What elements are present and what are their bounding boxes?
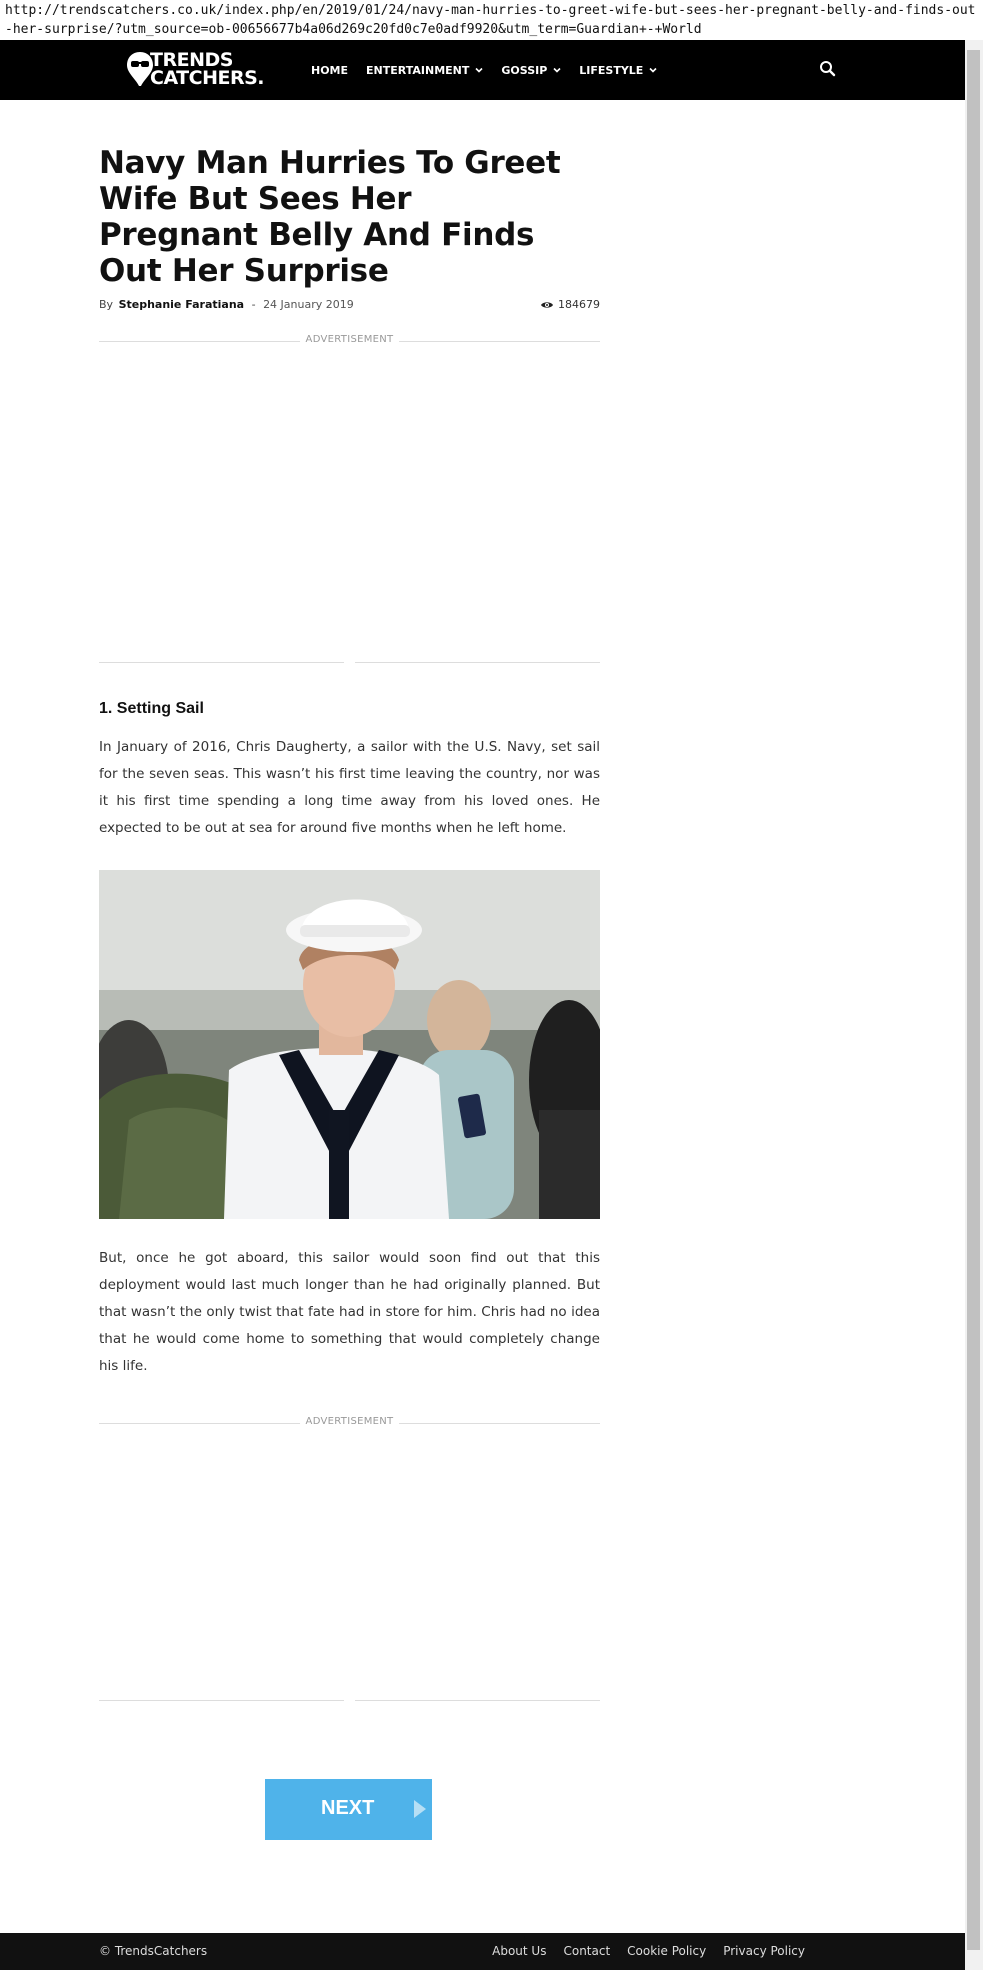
- footer-link-cookie-policy[interactable]: Cookie Policy: [627, 1944, 707, 1958]
- footer-link-about[interactable]: About Us: [492, 1944, 547, 1958]
- play-arrow-icon: [413, 1799, 427, 1819]
- article-meta: [99, 298, 600, 314]
- page-scrollbar[interactable]: [965, 40, 983, 1970]
- advertisement-divider-2: [99, 1416, 600, 1430]
- nav-item-label: HOME: [311, 63, 349, 77]
- footer-links: [475, 1944, 805, 1958]
- meta-separator: -: [251, 298, 256, 311]
- nav-item-label: GOSSIP: [501, 63, 548, 77]
- address-bar[interactable]: http://trendscatchers.co.uk/index.php/en/2019/01/24/navy-man-hurries-to-greet-wife-but-sees-her-pregnant-belly-and-finds-out-her-surprise/?utm_source=ob-00656677b4a06d269c20fd0c7e0adf9920&utm_term=Guardian+-+World: [0, 0, 983, 40]
- advertisement-slot-2: [99, 1430, 600, 1700]
- article-title: Navy Man Hurries To Greet Wife But Sees Her Pregnant Belly And Finds Out Her Surprise: [99, 145, 561, 289]
- footer-copyright: © TrendsCatchers: [99, 1944, 208, 1958]
- next-button[interactable]: [265, 1779, 432, 1840]
- search-icon[interactable]: [818, 59, 838, 79]
- site-logo[interactable]: [125, 49, 285, 91]
- nav-item-lifestyle[interactable]: [579, 64, 657, 77]
- divider-left: [99, 662, 344, 663]
- advertisement-label: ADVERTISEMENT: [300, 334, 400, 345]
- logo-line-1: TRENDS: [150, 49, 233, 71]
- chevron-down-icon: [649, 66, 657, 74]
- nav-item-label: ENTERTAINMENT: [366, 63, 470, 77]
- advertisement-bottom-divider-2: [99, 1700, 600, 1702]
- nav-item-label: LIFESTYLE: [579, 63, 644, 77]
- advertisement-slot: [99, 348, 600, 662]
- article: [99, 100, 600, 1702]
- article-paragraph-2: But, once he got aboard, this sailor would soon find out that this deployment would last much longer than he had originally planned. But that wasn’t the only twist that fate had in store for him. Chris had no idea that he would come home to something that would completely change his life.: [99, 1250, 600, 1374]
- publish-date: 24 January 2019: [263, 298, 354, 311]
- footer-link-privacy-policy[interactable]: Privacy Policy: [723, 1944, 805, 1958]
- nav-item-gossip[interactable]: [501, 64, 561, 77]
- divider-right: [355, 1700, 600, 1701]
- site-footer: [0, 1933, 965, 1970]
- scrollbar-thumb[interactable]: [967, 50, 980, 1950]
- site-header: [0, 40, 965, 100]
- view-count-value: 184679: [558, 298, 600, 311]
- logo-line-2: CATCHERS.: [150, 67, 264, 89]
- nav-item-home[interactable]: [311, 64, 348, 77]
- view-count: [540, 298, 600, 311]
- advertisement-divider: [99, 334, 600, 348]
- advertisement-label: ADVERTISEMENT: [300, 1416, 400, 1427]
- sailor-photo: [99, 870, 600, 1219]
- article-photo: [99, 870, 600, 1219]
- divider-right: [355, 662, 600, 663]
- logo-wordmark: [150, 51, 264, 87]
- chevron-down-icon: [475, 66, 483, 74]
- chevron-down-icon: [553, 66, 561, 74]
- main-nav: [311, 40, 675, 100]
- eye-icon: [540, 300, 554, 310]
- article-paragraph-1: In January of 2016, Chris Daugherty, a sailor with the U.S. Navy, set sail for the seven seas. This wasn’t his first time leaving the country, nor was it his first time spending a long time away from his loved ones. He expected to be out at sea for around five months when he left home.: [99, 739, 600, 836]
- footer-link-contact[interactable]: Contact: [563, 1944, 611, 1958]
- nav-item-entertainment[interactable]: [366, 64, 483, 77]
- section-heading: 1. Setting Sail: [99, 700, 204, 717]
- divider-left: [99, 1700, 344, 1701]
- next-button-label: NEXT: [321, 1797, 375, 1819]
- byline-prefix: By: [99, 298, 114, 311]
- advertisement-bottom-divider: [99, 662, 600, 664]
- author-link[interactable]: Stephanie Faratiana: [118, 298, 245, 311]
